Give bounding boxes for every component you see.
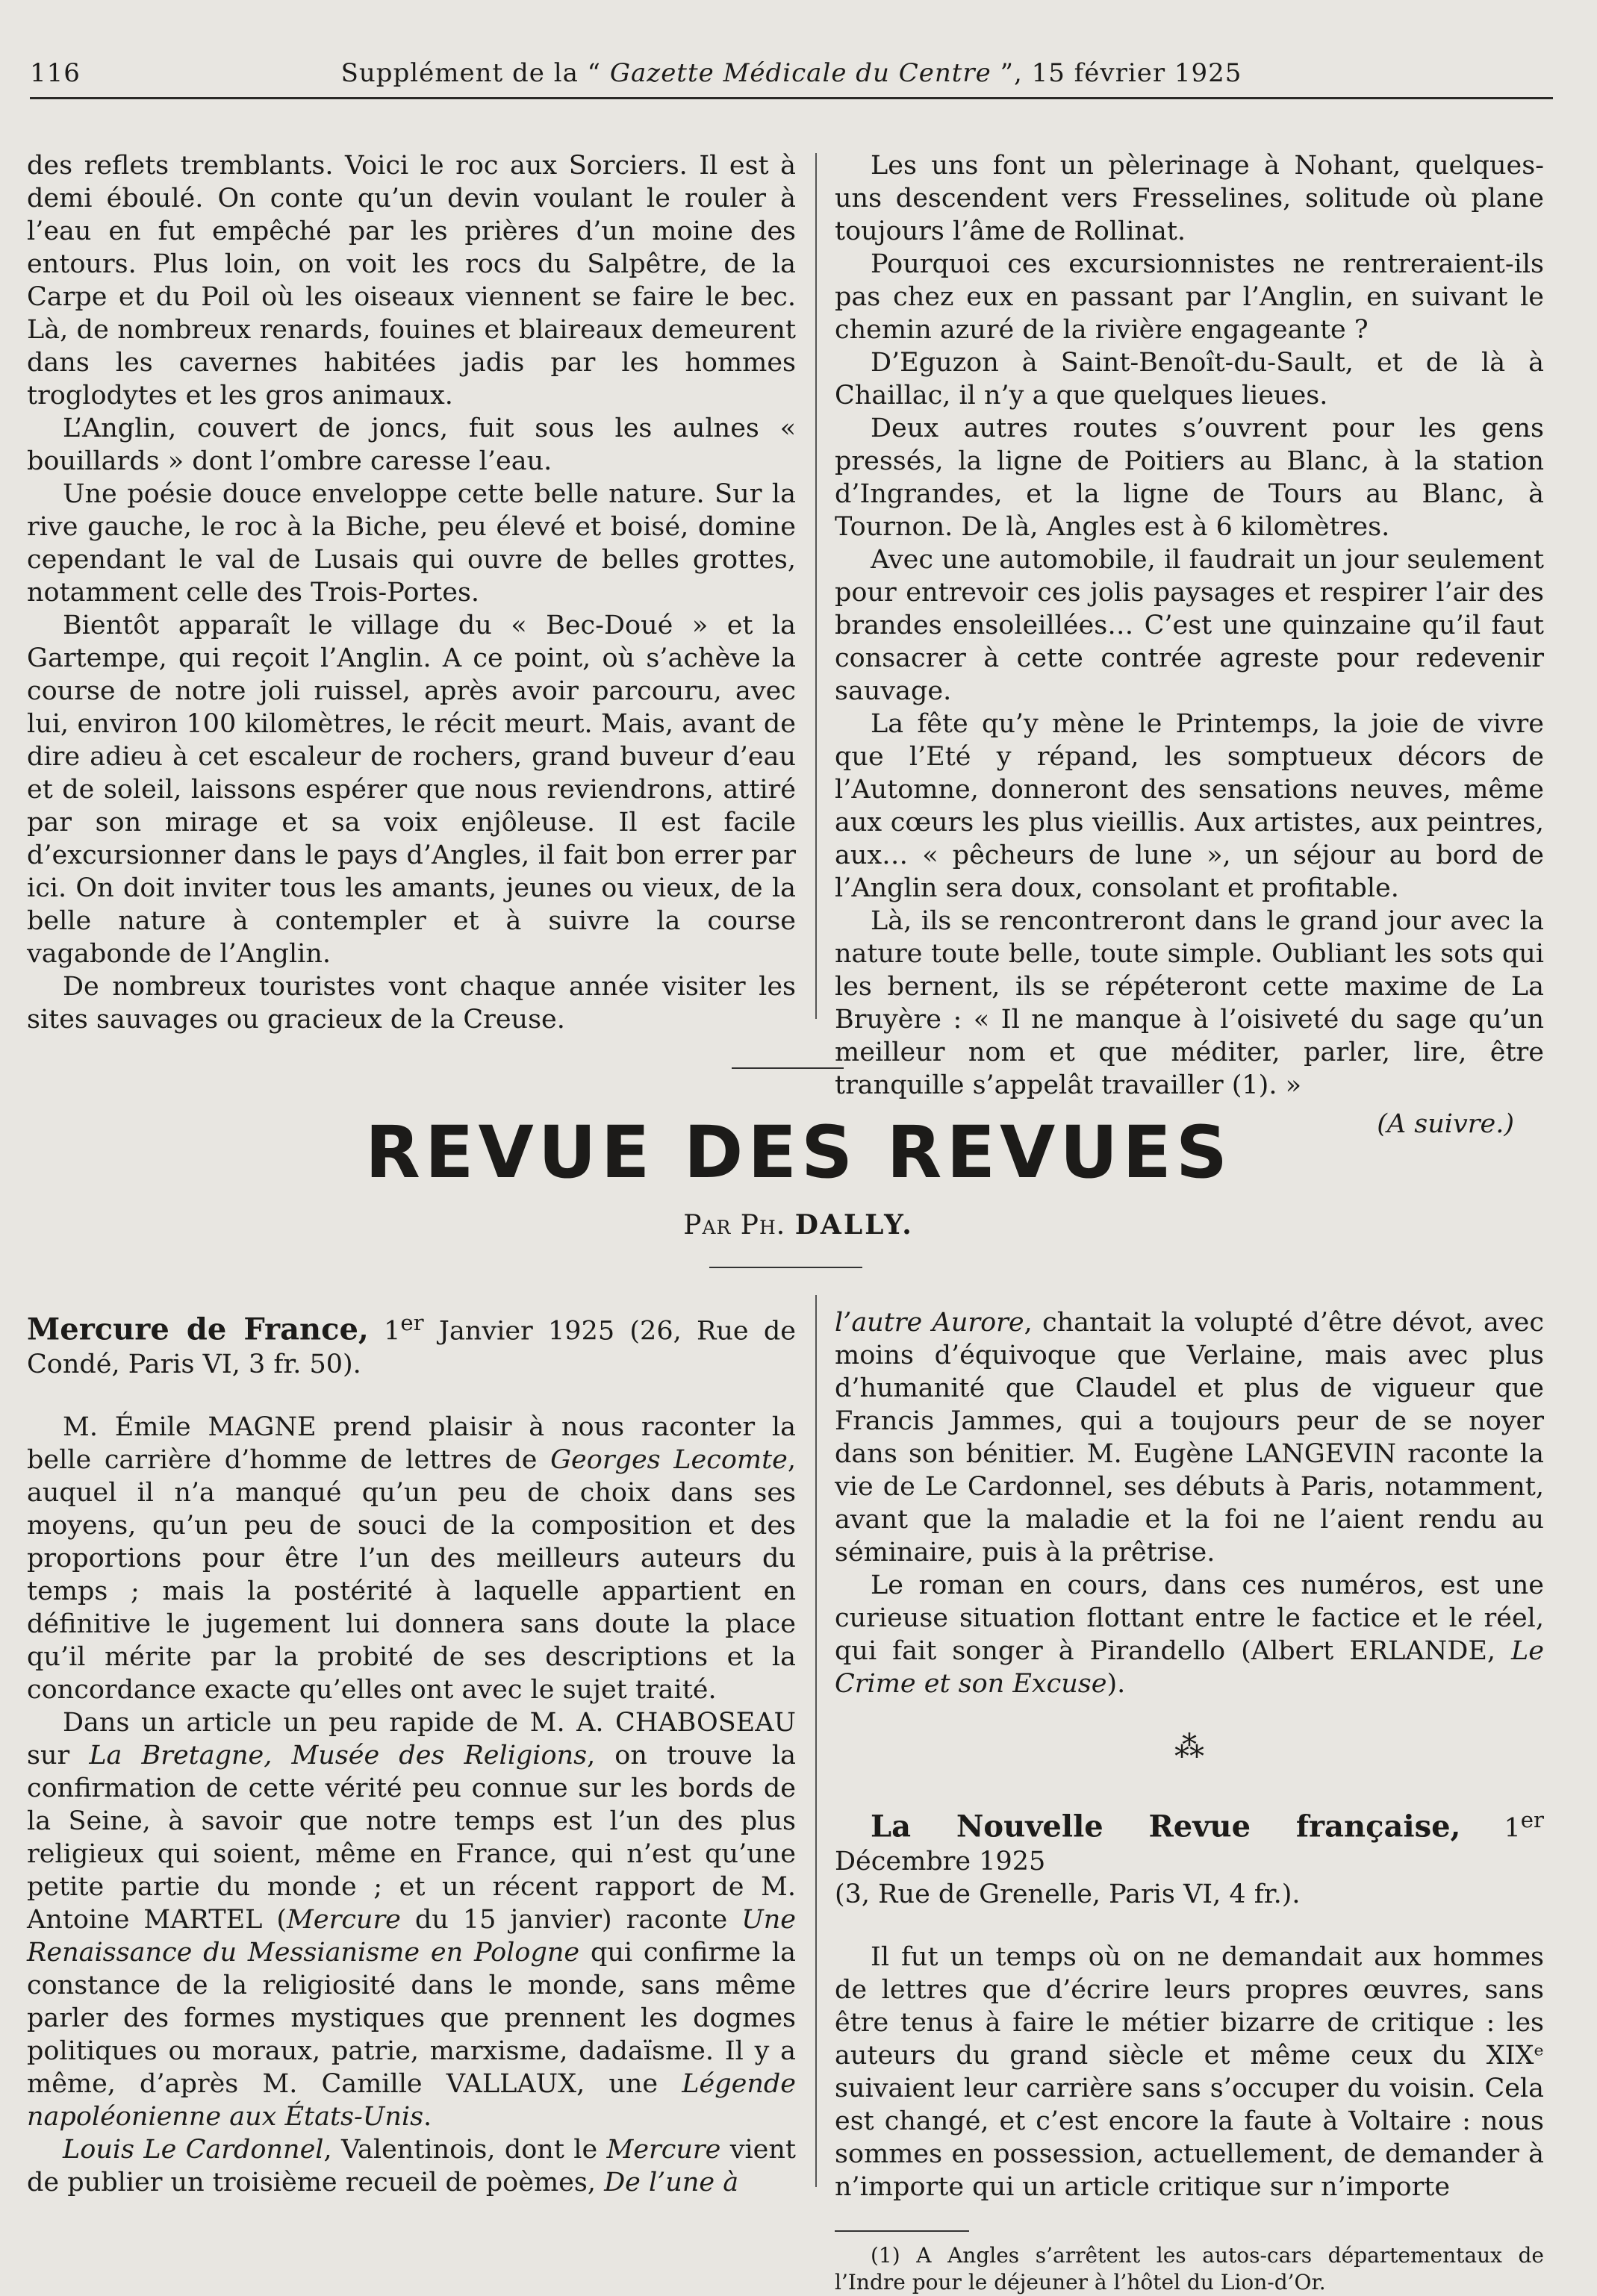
column-divider (815, 1295, 817, 2187)
review-address: (3, Rue de Grenelle, Paris VI, 4 fr.). (835, 1879, 1301, 1909)
paragraph: M. Émile MAGNE prend plaisir à nous raconter la belle carrière d’homme de lettres de Georges Lecomte, auquel il n’a manqué qu’un peu de choix dans ses moyens, qu’un peu de souci de la composition et des proportions pour être l’un des meilleurs auteurs du temps ; mais la postérité à laquelle appartient en définitive le jugement lui donnera sans doute la place qu’il mérite par la probité de ses descriptions et la concordance exacte qu’elles ont avec le sujet traité. (27, 1411, 796, 1705)
paragraph: des reflets tremblants. Voici le roc aux Sorciers. Il est à demi éboulé. On conte qu’un devin voulant le rouler à l’eau en fut empêché par les prières d’un moine des entours. Plus loin, on voit les rocs du Salpêtre, de la Carpe et du Poil où les oiseaux viennent se faire le bec. Là, de nombreux renards, fouines et blaireaux demeurent dans les cavernes habitées jadis par les hommes troglodytes et les gros animaux. (27, 151, 796, 411)
review-title: Mercure de France, (27, 1311, 369, 1347)
paragraph: l’autre Aurore, chantait la volupté d’être dévot, avec moins d’équivoque que Verlaine, mais avec plus d’humanité que Claudel et plus de vigueur que Francis Jammes, qui a toujours peur de se noyer dans son bénitier. M. Eugène LANGEVIN raconte la vie de Le Cardonnel, ses débuts à Paris, notamment, avant que la maladie et la foi ne l’aient rendu au séminaire, puis à la prêtrise. (835, 1308, 1544, 1567)
byline-prefix: Par Ph. (683, 1210, 786, 1241)
separator-rule (709, 1267, 862, 1268)
footnote-rule (835, 2230, 969, 2232)
header-title: Supplément de la “ Gazette Médicale du Centre ”, 15 février 1925 (340, 58, 1242, 88)
column-divider (815, 153, 817, 1019)
review-column-left (27, 1306, 796, 2199)
paragraph: Le roman en cours, dans ces numéros, est une curieuse situation flottant entre le factice et le réel, qui fait songer à Pirandello (Albert ERLANDE, Le Crime et son Excuse). (835, 1570, 1544, 1699)
section-title: REVUE DES REVUES (364, 1111, 1233, 1194)
article-column-left (27, 149, 796, 1036)
byline (0, 1209, 1597, 1241)
paragraph: Deux autres routes s’ouvrent pour les gens pressés, la ligne de Poitiers au Blanc, à la station d’Ingrandes, et la ligne de Tours au Blanc, à Tournon. De là, Angles est à 6 kilomètres. (835, 414, 1544, 542)
paragraph: Il fut un temps où on ne demandait aux hommes de lettres que d’écrire leurs propres œuvres, sans être tenus à faire le métier bizarre de critique : les auteurs du grand siècle et même ceux du XIXᵉ suivaient leur carrière sans s’occuper du voisin. Cela est changé, et c’est encore la faute à Voltaire : nous sommes en possession, actuellement, de demander à n’importe qui un article critique sur n’importe (835, 1941, 1544, 2202)
paragraph: De nombreux touristes vont chaque année visiter les sites sauvages ou gracieux de la Creuse. (27, 972, 796, 1035)
paragraph: Louis Le Cardonnel, Valentinois, dont le Mercure vient de publier un troisième recueil de poèmes, De l’une à (27, 2134, 796, 2197)
to-be-continued: (A suivre.) (1377, 1109, 1514, 1139)
header-rule (30, 97, 1553, 99)
article-column-right (835, 149, 1544, 1141)
paragraph: Pourquoi ces excursionnistes ne rentreraient-ils pas chez eux en passant par l’Anglin, en suivant le chemin azuré de la rivière engageante ? (835, 249, 1544, 345)
separator-rule (732, 1067, 844, 1069)
asterism-ornament: ⁂ (1174, 1730, 1204, 1765)
paragraph: D’Eguzon à Saint-Benoît-du-Sault, et de là à Chaillac, il n’y a que quelques lieues. (835, 348, 1544, 411)
paragraph: L’Anglin, couvert de joncs, fuit sous les aulnes « bouillards » dont l’ombre caresse l’eau. (27, 414, 796, 476)
review-title: La Nouvelle Revue française, (871, 1809, 1461, 1844)
paragraph: Avec une automobile, il faudrait un jour seulement pour entrevoir ces jolis paysages et respirer l’air des brandes ensoleillées… C’est une quinzaine qu’il faut consacrer à cette contrée agreste pour redevenir sauvage. (835, 545, 1544, 706)
review-heading: Mercure de France, 1er Janvier 1925 (26, Rue de Condé, Paris VI, 3 fr. 50). (27, 1310, 797, 1379)
spacer (835, 1911, 1544, 1941)
paragraph: Bientôt apparaît le village du « Bec-Doué » et la Gartempe, qui reçoit l’Anglin. A ce point, où s’achève la course de notre joli ruissel, après avoir parcouru, avec lui, environ 100 kilomètres, le récit meurt. Mais, avant de dire adieu à cet escaleur de rochers, grand buveur d’eau et de soleil, laissons espérer que nous reviendrons, attiré par son mirage et sa voix enjôleuse. Il est facile d’excursionner dans le pays d’Angles, il fait bon errer par ici. On doit inviter tous les amants, jeunes ou vieux, de la belle nature à contempler et à suivre la course vagabonde de l’Anglin. (27, 611, 796, 969)
review-heading: La Nouvelle Revue française, 1er Décembre 1925 (835, 1807, 1544, 1877)
paragraph: Les uns font un pèlerinage à Nohant, quelques-uns descendent vers Fresselines, solitude où plane toujours l’âme de Rollinat. (835, 151, 1544, 246)
spacer (27, 1381, 796, 1411)
page-number: 116 (30, 58, 81, 88)
paragraph: Là, ils se rencontreront dans le grand jour avec la nature toute belle, toute simple. Oubliant les sots qui les bernent, ils se répéteront cette maxime de La Bruyère : « Il ne manque à l’oisiveté du sage qu’un meilleur nom et que méditer, parler, lire, être tranquille s’appelât travailler (1). » (835, 906, 1544, 1100)
paragraph: Une poésie douce enveloppe cette belle nature. Sur la rive gauche, le roc à la Biche, peu élevé et boisé, domine cependant le val de Lusais qui ouvre de belles grottes, notamment celle des Trois-Portes. (27, 479, 796, 608)
paragraph: La fête qu’y mène le Printemps, la joie de vivre que l’Eté y répand, les somptueux décors de l’Automne, donneront des sensations neuves, même aux cœurs les plus vieillis. Aux artistes, aux peintres, aux… « pêcheurs de lune », un séjour au bord de l’Anglin sera doux, consolant et profitable. (835, 709, 1544, 903)
paragraph: Dans un article un peu rapide de M. A. CHABOSEAU sur La Bretagne, Musée des Religions, on trouve la confirmation de cette vérité peu connue sur les bords de la Seine, à savoir que notre temps est l’un des plus religieux qui soient, même en France, qui n’est qu’une petite partie du monde ; et un récent rapport de M. Antoine MARTEL (Mercure du 15 janvier) raconte Une Renaissance du Messianisme en Pologne qui confirme la constance de la religiosité dans le monde, sans même parler des formes mystiques que prennent les dogmes politiques ou moraux, patrie, marxisme, dadaïsme. Il y a même, d’après M. Camille VALLAUX, une Légende napoléonienne aux États-Unis. (27, 1707, 797, 2132)
journal-name: Gazette Médicale du Centre (609, 58, 991, 88)
footnote: (1) A Angles s’arrêtent les autos-cars départementaux de l’Indre pour le déjeuner à l’hôtel du Lion-d’Or. (835, 2242, 1544, 2295)
review-column-right (835, 1306, 1544, 2296)
running-header (30, 58, 1553, 100)
byline-author: DALLY. (794, 1209, 914, 1241)
